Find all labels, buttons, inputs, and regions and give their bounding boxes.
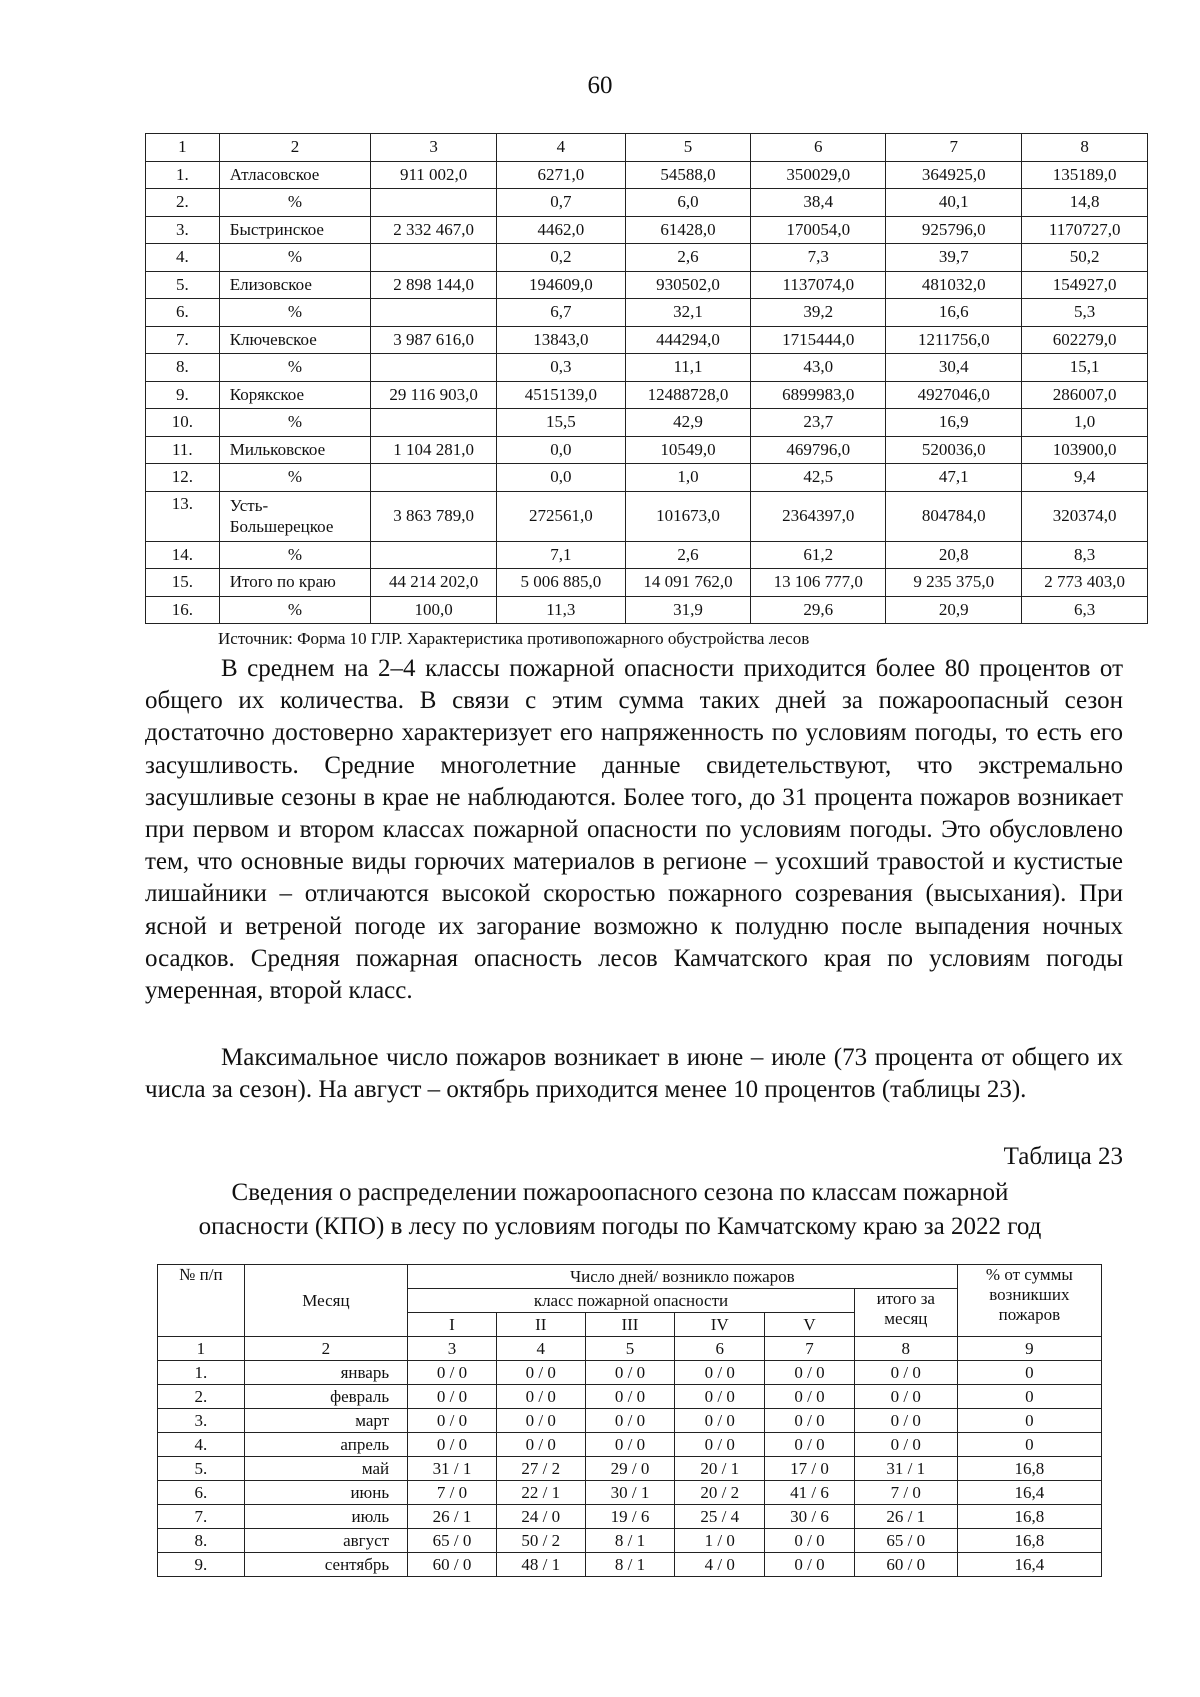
table-row [158,1433,1102,1457]
cell-value: 0 / 0 [675,1409,765,1433]
cell-value: 2,6 [625,244,751,272]
cell-value: 44 214 202,0 [371,569,497,597]
cell-value: 2 773 403,0 [1022,569,1148,597]
cell-value: 6899983,0 [751,381,886,409]
header-class-5: V [765,1313,855,1337]
cell-value: 16,4 [957,1553,1101,1577]
cell-value: 16,6 [886,299,1022,327]
cell-value [371,409,497,437]
cell-value: 364925,0 [886,161,1022,189]
cell-value: 0 / 0 [765,1361,855,1385]
cell-value: 0 / 0 [585,1433,675,1457]
row-number: 6. [158,1481,245,1505]
row-number: 13. [146,491,220,541]
cell-value: 20 / 1 [675,1457,765,1481]
cell-value: 20 / 2 [675,1481,765,1505]
cell-value: 31 / 1 [408,1457,497,1481]
cell-value: 14,8 [1022,189,1148,217]
row-number: 6. [146,299,220,327]
cell-value: 17 / 0 [765,1457,855,1481]
cell-value [371,464,497,492]
cell-value: 3 987 616,0 [371,326,497,354]
cell-value: 0 / 0 [854,1433,957,1457]
cell-value: 101673,0 [625,491,751,541]
row-label: % [219,541,371,569]
cell-value: 65 / 0 [854,1529,957,1553]
row-label: % [219,189,371,217]
row-number: 8. [146,354,220,382]
header-class-2: II [496,1313,585,1337]
column-number-header: 9 [957,1337,1101,1361]
row-label: Итого по краю [219,569,371,597]
cell-value: 12488728,0 [625,381,751,409]
column-number-header: 5 [625,134,751,162]
column-number-header: 1 [158,1337,245,1361]
cell-value: 4462,0 [496,216,625,244]
cell-value: 20,9 [886,596,1022,624]
cell-value: 1,0 [625,464,751,492]
month-name: июнь [244,1481,407,1505]
cell-value: 0 / 0 [585,1385,675,1409]
cell-value [371,299,497,327]
cell-value: 16,4 [957,1481,1101,1505]
table-row [146,244,1148,272]
cell-value: 0,0 [496,436,625,464]
cell-value: 39,2 [751,299,886,327]
cell-value: 61,2 [751,541,886,569]
table-title: Сведения о распределении пожароопасного сезона по классам пожарной опасности (КПО) в лесу по условиям погоды по Камчатскому краю за 2022 год [198,1179,1042,1240]
cell-value: 16,8 [957,1529,1101,1553]
table-row [146,436,1148,464]
cell-value: 0 [957,1361,1101,1385]
row-number: 3. [146,216,220,244]
table-label: Таблица 23 [1003,1143,1123,1170]
table-row [146,161,1148,189]
cell-value: 4 / 0 [675,1553,765,1577]
row-number: 4. [146,244,220,272]
row-number: 4. [158,1433,245,1457]
header-class-4: IV [675,1313,765,1337]
cell-value: 13843,0 [496,326,625,354]
cell-value: 1211756,0 [886,326,1022,354]
cell-value: 0 / 0 [765,1529,855,1553]
cell-value: 3 863 789,0 [371,491,497,541]
cell-value: 23,7 [751,409,886,437]
forest-fire-statistics-table [145,133,1148,624]
cell-value: 7 / 0 [408,1481,497,1505]
header-total: итого за месяц [854,1289,957,1337]
row-label: Ключевское [219,326,371,354]
cell-value: 16,9 [886,409,1022,437]
cell-value: 50,2 [1022,244,1148,272]
table-row [146,464,1148,492]
cell-value: 2 898 144,0 [371,271,497,299]
column-number-header: 5 [585,1337,675,1361]
cell-value: 6,7 [496,299,625,327]
column-number-header: 1 [146,134,220,162]
table-row [146,491,1148,541]
cell-value: 0 / 0 [854,1361,957,1385]
cell-value: 26 / 1 [408,1505,497,1529]
cell-value: 0 [957,1433,1101,1457]
row-number: 2. [146,189,220,217]
cell-value: 30 / 6 [765,1505,855,1529]
cell-value: 29,6 [751,596,886,624]
cell-value: 0 [957,1385,1101,1409]
column-number-header: 3 [371,134,497,162]
header-fire-class: класс пожарной опасности [408,1289,855,1313]
cell-value: 0 / 0 [585,1361,675,1385]
cell-value: 154927,0 [1022,271,1148,299]
row-label: Быстринское [219,216,371,244]
row-number: 9. [146,381,220,409]
row-number: 14. [146,541,220,569]
row-number: 10. [146,409,220,437]
header-class-1: I [408,1313,497,1337]
cell-value: 43,0 [751,354,886,382]
paragraph-fire-classes: В среднем на 2–4 классы пожарной опасности приходится более 80 процентов от общего их количества. В связи с этим сумма таких дней за пожароопасный сезон достаточно достоверно характеризует его напряженность по условиям погоды, то есть его засушливость. Средние многолетние данные свидетельствуют, что экстремально засушливые сезоны в крае не наблюдаются. Более того, до 31 процента пожаров возникает при первом и втором классах пожарной опасности по условиям погоды. Это обусловлено тем, что основные виды горючих материалов в регионе – усохший травостой и кустистые лишайники – отличаются высокой скоростью пожарного созревания (высыхания). При ясной и ветреной погоде их загорание возможно к полудню после выпадения ночных осадков. Средняя пожарная опасность лесов Камчатского края по условиям погоды умеренная, второй класс. [145,655,1123,1005]
cell-value: 804784,0 [886,491,1022,541]
cell-value: 9,4 [1022,464,1148,492]
table-row [158,1553,1102,1577]
row-number: 7. [146,326,220,354]
cell-value: 0 / 0 [408,1385,497,1409]
cell-value: 27 / 2 [496,1457,585,1481]
cell-value: 8,3 [1022,541,1148,569]
cell-value: 1 104 281,0 [371,436,497,464]
cell-value: 0 / 0 [675,1385,765,1409]
table-row [146,299,1148,327]
table-row [146,354,1148,382]
page-number: 60 [587,72,613,99]
cell-value: 7,1 [496,541,625,569]
table-row [146,596,1148,624]
table-row [146,569,1148,597]
row-label: % [219,464,371,492]
cell-value: 930502,0 [625,271,751,299]
table-row [158,1361,1102,1385]
cell-value: 65 / 0 [408,1529,497,1553]
row-number: 1. [146,161,220,189]
table-source-note: Источник: Форма 10 ГЛР. Характеристика противопожарного обустройства лесов [218,629,810,648]
cell-value: 0,0 [496,464,625,492]
table-row [146,326,1148,354]
table-row [146,381,1148,409]
row-label: Мильковское [219,436,371,464]
month-name: март [244,1409,407,1433]
column-number-header: 8 [1022,134,1148,162]
cell-value: 6,3 [1022,596,1148,624]
cell-value: 54588,0 [625,161,751,189]
cell-value: 0 / 0 [854,1385,957,1409]
cell-value: 29 116 903,0 [371,381,497,409]
table-row [146,189,1148,217]
cell-value: 0 [957,1409,1101,1433]
cell-value: 22 / 1 [496,1481,585,1505]
month-name: январь [244,1361,407,1385]
column-number-header: 6 [675,1337,765,1361]
cell-value: 4515139,0 [496,381,625,409]
month-name: июль [244,1505,407,1529]
row-label: Усть-Большерецкое [219,491,371,541]
cell-value: 48 / 1 [496,1553,585,1577]
cell-value: 6271,0 [496,161,625,189]
cell-value: 2364397,0 [751,491,886,541]
cell-value: 0 / 0 [854,1409,957,1433]
column-number-header: 7 [765,1337,855,1361]
cell-value: 194609,0 [496,271,625,299]
cell-value: 0 / 0 [408,1433,497,1457]
row-number: 3. [158,1409,245,1433]
table-row [158,1409,1102,1433]
header-percent: % от суммы возникших пожаров [957,1265,1101,1337]
header-class-3: III [585,1313,675,1337]
cell-value: 602279,0 [1022,326,1148,354]
table-row [146,271,1148,299]
cell-value: 1,0 [1022,409,1148,437]
cell-value: 7 / 0 [854,1481,957,1505]
cell-value [371,541,497,569]
cell-value: 16,8 [957,1505,1101,1529]
cell-value: 272561,0 [496,491,625,541]
cell-value: 170054,0 [751,216,886,244]
column-number-header: 7 [886,134,1022,162]
cell-value: 11,1 [625,354,751,382]
cell-value: 0,7 [496,189,625,217]
row-label: % [219,409,371,437]
cell-value: 0 / 0 [585,1409,675,1433]
cell-value: 24 / 0 [496,1505,585,1529]
cell-value: 11,3 [496,596,625,624]
row-label: Елизовское [219,271,371,299]
paragraph-max-fires: Максимальное число пожаров возникает в июне – июле (73 процента от общего их числа за сезон). На август – октябрь приходится менее 10 процентов (таблицы 23). [145,1044,1123,1104]
cell-value: 8 / 1 [585,1553,675,1577]
month-name: август [244,1529,407,1553]
cell-value: 286007,0 [1022,381,1148,409]
cell-value: 103900,0 [1022,436,1148,464]
cell-value: 0 / 0 [496,1433,585,1457]
cell-value [371,189,497,217]
row-number: 2. [158,1385,245,1409]
cell-value: 1715444,0 [751,326,886,354]
cell-value [371,244,497,272]
cell-value: 2,6 [625,541,751,569]
cell-value: 29 / 0 [585,1457,675,1481]
cell-value: 19 / 6 [585,1505,675,1529]
row-label: Корякское [219,381,371,409]
cell-value: 520036,0 [886,436,1022,464]
cell-value: 0 / 0 [765,1409,855,1433]
cell-value: 0 / 0 [408,1361,497,1385]
table-row [158,1457,1102,1481]
cell-value: 9 235 375,0 [886,569,1022,597]
table-row [158,1505,1102,1529]
header-days-fires: Число дней/ возникло пожаров [408,1265,958,1289]
table-row [158,1481,1102,1505]
cell-value: 320374,0 [1022,491,1148,541]
row-number: 7. [158,1505,245,1529]
cell-value: 911 002,0 [371,161,497,189]
cell-value: 0 / 0 [765,1385,855,1409]
cell-value: 30,4 [886,354,1022,382]
cell-value: 41 / 6 [765,1481,855,1505]
month-name: сентябрь [244,1553,407,1577]
cell-value: 15,5 [496,409,625,437]
cell-value: 0,3 [496,354,625,382]
cell-value: 14 091 762,0 [625,569,751,597]
column-number-header: 8 [854,1337,957,1361]
cell-value: 26 / 1 [854,1505,957,1529]
cell-value: 1 / 0 [675,1529,765,1553]
column-number-header: 2 [219,134,371,162]
table-row [146,541,1148,569]
cell-value: 481032,0 [886,271,1022,299]
row-number: 11. [146,436,220,464]
cell-value: 0 / 0 [765,1553,855,1577]
column-number-header: 2 [244,1337,407,1361]
cell-value: 135189,0 [1022,161,1148,189]
cell-value: 5 006 885,0 [496,569,625,597]
row-number: 5. [146,271,220,299]
cell-value: 42,9 [625,409,751,437]
cell-value: 1137074,0 [751,271,886,299]
cell-value: 0 / 0 [408,1409,497,1433]
cell-value: 350029,0 [751,161,886,189]
table-row [146,409,1148,437]
month-name: февраль [244,1385,407,1409]
row-label: % [219,596,371,624]
cell-value: 47,1 [886,464,1022,492]
cell-value: 0 / 0 [496,1385,585,1409]
cell-value: 20,8 [886,541,1022,569]
cell-value [371,354,497,382]
cell-value: 8 / 1 [585,1529,675,1553]
column-number-header: 4 [496,1337,585,1361]
row-label: % [219,354,371,382]
header-num: № п/п [158,1265,245,1337]
cell-value: 4927046,0 [886,381,1022,409]
cell-value: 38,4 [751,189,886,217]
cell-value: 0 / 0 [496,1361,585,1385]
row-number: 5. [158,1457,245,1481]
cell-value: 31,9 [625,596,751,624]
cell-value: 925796,0 [886,216,1022,244]
cell-value: 7,3 [751,244,886,272]
cell-value: 0 / 0 [675,1361,765,1385]
row-number: 1. [158,1361,245,1385]
cell-value: 0,2 [496,244,625,272]
cell-value: 25 / 4 [675,1505,765,1529]
cell-value: 30 / 1 [585,1481,675,1505]
cell-value: 10549,0 [625,436,751,464]
fire-season-distribution-table [157,1264,1102,1577]
table-row [158,1529,1102,1553]
row-number: 15. [146,569,220,597]
cell-value: 444294,0 [625,326,751,354]
row-number: 12. [146,464,220,492]
month-name: май [244,1457,407,1481]
row-number: 8. [158,1529,245,1553]
column-number-header: 3 [408,1337,497,1361]
cell-value: 0 / 0 [496,1409,585,1433]
cell-value: 39,7 [886,244,1022,272]
cell-value: 40,1 [886,189,1022,217]
cell-value: 32,1 [625,299,751,327]
row-label: % [219,244,371,272]
cell-value: 6,0 [625,189,751,217]
header-month: Месяц [244,1265,407,1337]
cell-value: 16,8 [957,1457,1101,1481]
cell-value: 1170727,0 [1022,216,1148,244]
cell-value: 60 / 0 [408,1553,497,1577]
row-number: 9. [158,1553,245,1577]
cell-value: 15,1 [1022,354,1148,382]
cell-value: 0 / 0 [765,1433,855,1457]
cell-value: 5,3 [1022,299,1148,327]
month-name: апрель [244,1433,407,1457]
row-number: 16. [146,596,220,624]
cell-value: 13 106 777,0 [751,569,886,597]
cell-value: 42,5 [751,464,886,492]
cell-value: 61428,0 [625,216,751,244]
table-row [146,216,1148,244]
cell-value: 100,0 [371,596,497,624]
column-number-header: 4 [496,134,625,162]
cell-value: 0 / 0 [675,1433,765,1457]
row-label: % [219,299,371,327]
cell-value: 2 332 467,0 [371,216,497,244]
column-number-header: 6 [751,134,886,162]
cell-value: 60 / 0 [854,1553,957,1577]
cell-value: 31 / 1 [854,1457,957,1481]
cell-value: 469796,0 [751,436,886,464]
cell-value: 50 / 2 [496,1529,585,1553]
table-row [158,1385,1102,1409]
row-label: Атласовское [219,161,371,189]
